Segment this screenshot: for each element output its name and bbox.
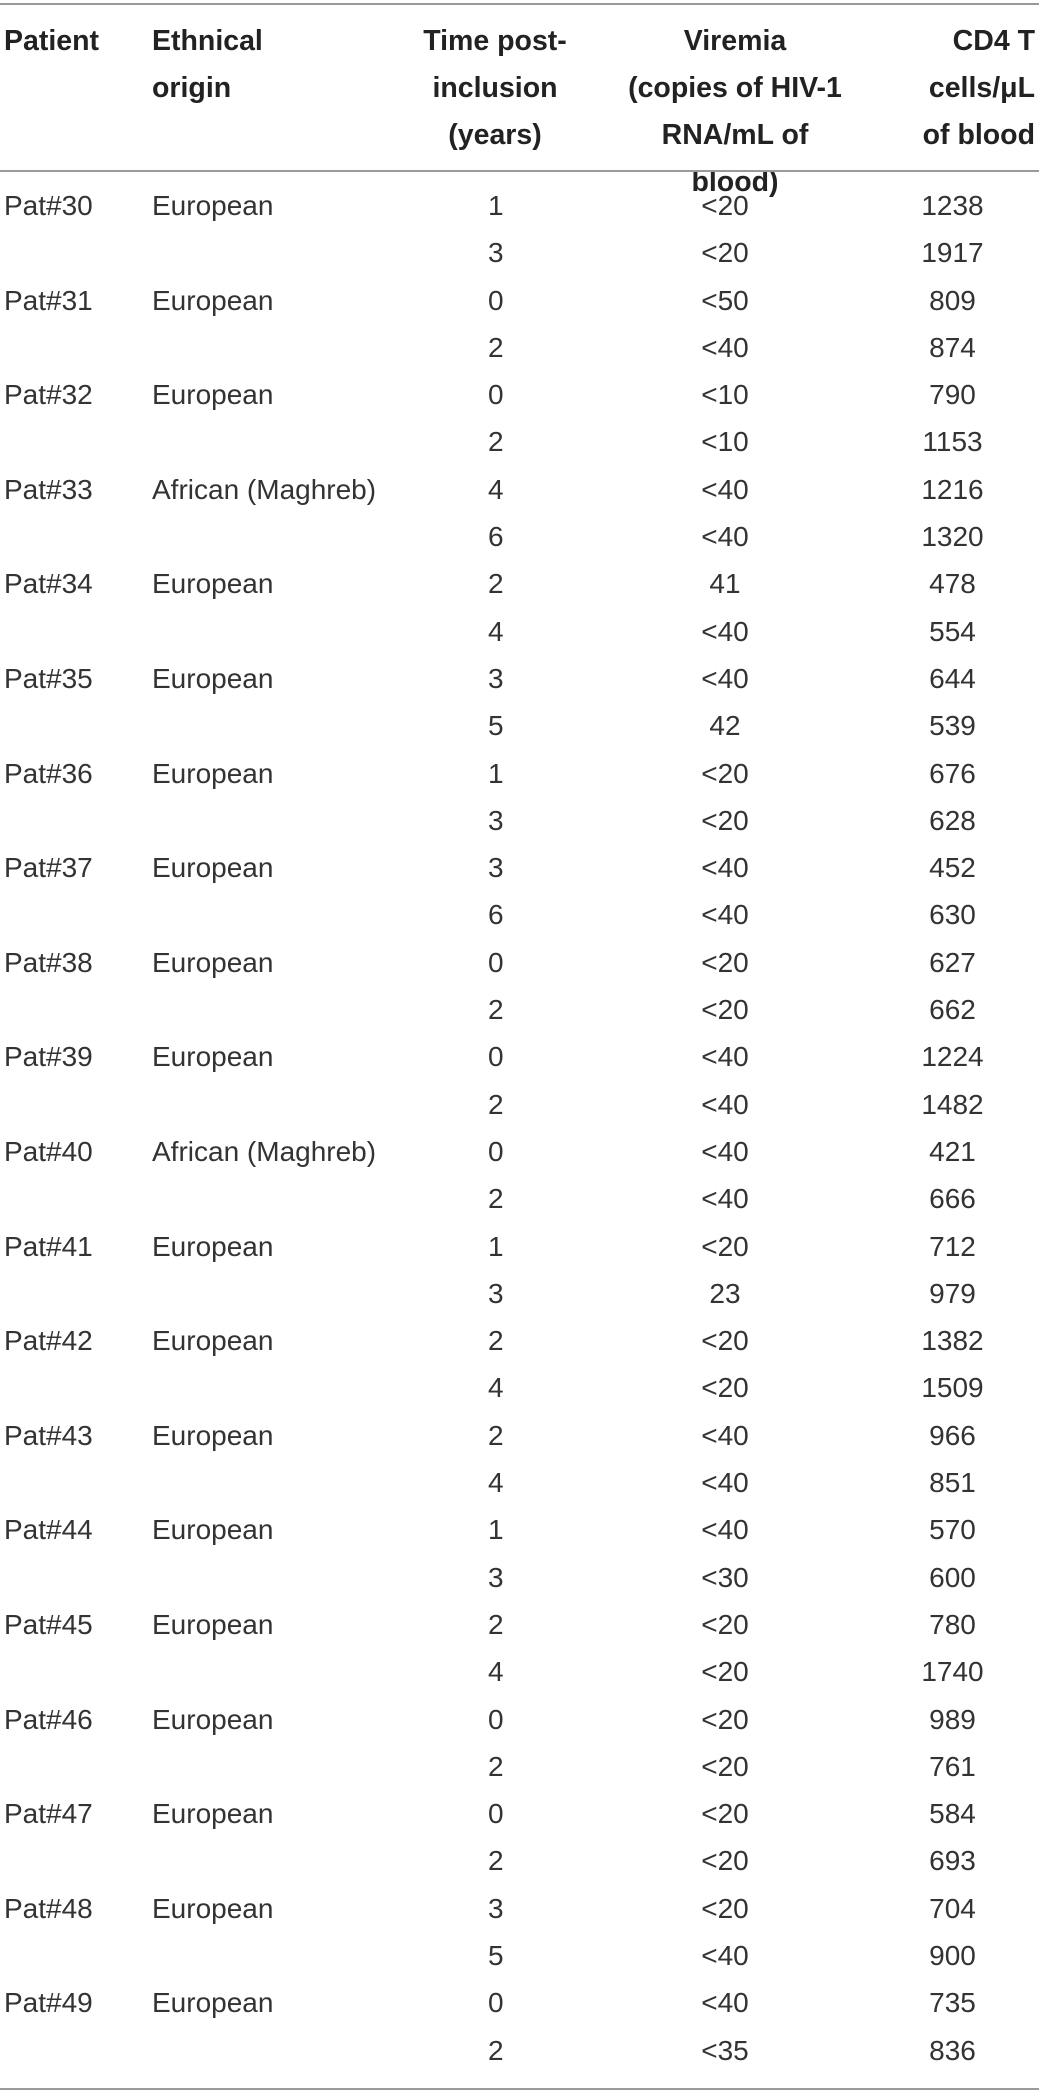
cell-viremia: <40 xyxy=(701,899,749,931)
cell-patient: Pat#41 xyxy=(4,1230,93,1262)
cell-time-post-inclusion: 2 xyxy=(488,1845,504,1877)
table-row xyxy=(0,1554,1039,1601)
header-line: cells/μL xyxy=(928,72,1035,104)
header-cd4 xyxy=(900,18,1035,159)
cell-ethnical-origin: European xyxy=(152,1514,274,1546)
cell-ethnical-origin: African (Maghreb) xyxy=(152,1135,377,1167)
cell-viremia: <20 xyxy=(701,946,749,978)
table-row xyxy=(0,891,1039,938)
table-row xyxy=(0,1837,1039,1884)
cell-time-post-inclusion: 3 xyxy=(488,1561,504,1593)
cell-time-post-inclusion: 0 xyxy=(488,284,504,316)
cell-viremia: <20 xyxy=(701,1608,749,1640)
table-row xyxy=(0,1885,1039,1932)
cell-cd4: 1238 xyxy=(921,190,984,221)
table-row xyxy=(0,1364,1039,1411)
cell-ethnical-origin: European xyxy=(152,662,274,694)
cell-time-post-inclusion: 3 xyxy=(488,1892,504,1924)
cell-time-post-inclusion: 0 xyxy=(488,1135,504,1167)
header-line: RNA/mL of blood) xyxy=(661,119,809,198)
table-row xyxy=(0,702,1039,749)
table-row xyxy=(0,1601,1039,1648)
cell-patient: Pat#47 xyxy=(4,1798,93,1830)
cell-ethnical-origin: European xyxy=(152,1608,274,1640)
cell-ethnical-origin: European xyxy=(152,946,274,978)
cell-time-post-inclusion: 1 xyxy=(488,1514,504,1546)
cell-time-post-inclusion: 3 xyxy=(488,237,504,269)
cell-patient: Pat#38 xyxy=(4,946,93,978)
cell-viremia: <50 xyxy=(701,284,749,316)
table-row xyxy=(0,1979,1039,2026)
cell-time-post-inclusion: 3 xyxy=(488,804,504,836)
table-row xyxy=(0,750,1039,797)
cell-viremia: <40 xyxy=(701,662,749,694)
cell-ethnical-origin: European xyxy=(152,1703,274,1735)
cell-viremia: <20 xyxy=(701,1325,749,1357)
table-row xyxy=(0,1648,1039,1695)
cell-patient: Pat#33 xyxy=(4,473,93,505)
cell-cd4: 666 xyxy=(929,1183,976,1215)
cell-cd4: 676 xyxy=(929,757,976,789)
table-row xyxy=(0,1790,1039,1837)
cell-cd4: 1320 xyxy=(921,521,984,553)
cell-cd4: 780 xyxy=(929,1608,976,1640)
cell-time-post-inclusion: 2 xyxy=(488,994,504,1026)
header-bottom-rule xyxy=(0,170,1039,172)
cell-cd4: 630 xyxy=(929,899,976,931)
cell-cd4: 554 xyxy=(929,615,976,647)
table-row xyxy=(0,1270,1039,1317)
cell-viremia: <40 xyxy=(701,1467,749,1499)
cell-viremia: <20 xyxy=(701,1703,749,1735)
cell-cd4: 900 xyxy=(929,1939,976,1971)
cell-cd4: 761 xyxy=(929,1750,976,1782)
cell-ethnical-origin: European xyxy=(152,1987,274,2019)
cell-cd4: 735 xyxy=(929,1987,976,2019)
cell-cd4: 644 xyxy=(929,662,976,694)
header-ethnical-origin xyxy=(152,18,402,112)
header-line: Patient xyxy=(4,25,100,57)
cell-time-post-inclusion: 4 xyxy=(488,1467,504,1499)
cell-cd4: 693 xyxy=(929,1845,976,1877)
cell-viremia: <40 xyxy=(701,331,749,363)
cell-cd4: 1216 xyxy=(921,473,984,505)
cell-viremia: <10 xyxy=(701,426,749,458)
cell-patient: Pat#35 xyxy=(4,662,93,694)
cell-viremia: <40 xyxy=(701,852,749,884)
cell-viremia: <20 xyxy=(701,190,749,221)
header-line: Time post- xyxy=(423,25,567,57)
cell-viremia: <40 xyxy=(701,1514,749,1546)
cell-time-post-inclusion: 4 xyxy=(488,615,504,647)
cell-time-post-inclusion: 4 xyxy=(488,1656,504,1688)
cell-time-post-inclusion: 1 xyxy=(488,190,504,221)
cell-time-post-inclusion: 6 xyxy=(488,899,504,931)
table-row xyxy=(0,1223,1039,1270)
cell-viremia: <40 xyxy=(701,1419,749,1451)
cell-ethnical-origin: European xyxy=(152,1892,274,1924)
cell-time-post-inclusion: 6 xyxy=(488,521,504,553)
cell-cd4: 478 xyxy=(929,568,976,600)
cell-cd4: 600 xyxy=(929,1561,976,1593)
table-bottom-rule xyxy=(0,2088,1039,2090)
header-line: Viremia xyxy=(683,25,787,57)
cell-viremia: <40 xyxy=(701,1987,749,2019)
table-row xyxy=(0,418,1039,465)
table-row xyxy=(0,844,1039,891)
cell-viremia: <20 xyxy=(701,1892,749,1924)
cell-time-post-inclusion: 2 xyxy=(488,1419,504,1451)
cell-time-post-inclusion: 2 xyxy=(488,426,504,458)
cell-cd4: 712 xyxy=(929,1230,976,1262)
cell-time-post-inclusion: 0 xyxy=(488,1987,504,2019)
table-row xyxy=(0,986,1039,1033)
cell-viremia: <40 xyxy=(701,473,749,505)
cell-patient: Pat#45 xyxy=(4,1608,93,1640)
table-row xyxy=(0,1743,1039,1790)
header-line: origin xyxy=(152,72,232,104)
cell-viremia: <20 xyxy=(701,804,749,836)
cell-patient: Pat#37 xyxy=(4,852,93,884)
table-row xyxy=(0,1128,1039,1175)
cell-time-post-inclusion: 0 xyxy=(488,1703,504,1735)
table-row xyxy=(0,277,1039,324)
table-row xyxy=(0,229,1039,276)
cell-cd4: 851 xyxy=(929,1467,976,1499)
cell-time-post-inclusion: 2 xyxy=(488,1608,504,1640)
cell-cd4: 1482 xyxy=(921,1088,984,1120)
table-row xyxy=(0,655,1039,702)
cell-cd4: 966 xyxy=(929,1419,976,1451)
cell-ethnical-origin: European xyxy=(152,379,274,411)
cell-time-post-inclusion: 5 xyxy=(488,1939,504,1971)
cell-ethnical-origin: European xyxy=(152,1325,274,1357)
cell-viremia: <40 xyxy=(701,1183,749,1215)
cell-cd4: 452 xyxy=(929,852,976,884)
cell-patient: Pat#34 xyxy=(4,568,93,600)
cell-viremia: <40 xyxy=(701,1135,749,1167)
header-viremia xyxy=(616,18,854,206)
header-time-post-inclusion xyxy=(410,18,580,159)
cell-viremia: <20 xyxy=(701,1656,749,1688)
table-row xyxy=(0,1033,1039,1080)
cell-time-post-inclusion: 3 xyxy=(488,852,504,884)
table-row xyxy=(0,939,1039,986)
cell-patient: Pat#44 xyxy=(4,1514,93,1546)
cell-viremia: <20 xyxy=(701,1230,749,1262)
cell-patient: Pat#46 xyxy=(4,1703,93,1735)
cell-viremia: <40 xyxy=(701,1041,749,1073)
cell-time-post-inclusion: 4 xyxy=(488,1372,504,1404)
cell-cd4: 989 xyxy=(929,1703,976,1735)
cell-time-post-inclusion: 2 xyxy=(488,2034,504,2066)
cell-cd4: 570 xyxy=(929,1514,976,1546)
cell-cd4: 1153 xyxy=(922,426,983,458)
cell-ethnical-origin: European xyxy=(152,757,274,789)
cell-time-post-inclusion: 3 xyxy=(488,662,504,694)
cell-time-post-inclusion: 0 xyxy=(488,1798,504,1830)
cell-viremia: 41 xyxy=(709,568,741,600)
cell-cd4: 809 xyxy=(929,284,976,316)
cell-ethnical-origin: African (Maghreb) xyxy=(152,473,377,505)
cell-cd4: 627 xyxy=(929,946,976,978)
cell-cd4: 1917 xyxy=(921,237,984,269)
cell-time-post-inclusion: 1 xyxy=(488,1230,504,1262)
table-row xyxy=(0,608,1039,655)
cell-cd4: 836 xyxy=(929,2034,976,2066)
cell-viremia: <40 xyxy=(701,521,749,553)
table-row xyxy=(0,182,1039,229)
cell-time-post-inclusion: 2 xyxy=(488,1325,504,1357)
table-row xyxy=(0,797,1039,844)
cell-viremia: <20 xyxy=(701,237,749,269)
cell-cd4: 704 xyxy=(929,1892,976,1924)
cell-viremia: 42 xyxy=(709,710,741,742)
header-line: CD4 T xyxy=(952,25,1035,57)
cell-time-post-inclusion: 0 xyxy=(488,946,504,978)
cell-ethnical-origin: European xyxy=(152,1230,274,1262)
table-row xyxy=(0,1696,1039,1743)
cell-cd4: 421 xyxy=(929,1135,976,1167)
cell-viremia: <40 xyxy=(701,1939,749,1971)
cell-time-post-inclusion: 0 xyxy=(488,1041,504,1073)
cell-cd4: 584 xyxy=(929,1798,976,1830)
cell-viremia: <20 xyxy=(701,1845,749,1877)
table-row xyxy=(0,466,1039,513)
table-row xyxy=(0,513,1039,560)
cell-viremia: <20 xyxy=(701,1750,749,1782)
cell-time-post-inclusion: 4 xyxy=(488,473,504,505)
cell-ethnical-origin: European xyxy=(152,568,274,600)
cell-time-post-inclusion: 1 xyxy=(488,757,504,789)
table-row xyxy=(0,324,1039,371)
cell-viremia: 23 xyxy=(709,1277,741,1309)
table-row xyxy=(0,560,1039,607)
cell-patient: Pat#43 xyxy=(4,1419,93,1451)
cell-time-post-inclusion: 2 xyxy=(488,331,504,363)
table-row xyxy=(0,1081,1039,1128)
cell-cd4: 539 xyxy=(929,710,976,742)
cell-patient: Pat#48 xyxy=(4,1892,93,1924)
cell-ethnical-origin: European xyxy=(152,190,274,221)
table-row xyxy=(0,1317,1039,1364)
cell-time-post-inclusion: 2 xyxy=(488,1088,504,1120)
table-body xyxy=(0,182,1039,2074)
cell-cd4: 790 xyxy=(929,379,976,411)
header-line: inclusion xyxy=(432,72,558,104)
cell-patient: Pat#49 xyxy=(4,1987,93,2019)
cell-time-post-inclusion: 3 xyxy=(488,1277,504,1309)
cell-cd4: 979 xyxy=(929,1277,976,1309)
table-row xyxy=(0,1932,1039,1979)
header-line: (years) xyxy=(448,119,542,151)
cell-patient: Pat#40 xyxy=(4,1135,93,1167)
cell-viremia: <35 xyxy=(701,2034,749,2066)
cell-ethnical-origin: European xyxy=(152,284,274,316)
cell-time-post-inclusion: 5 xyxy=(488,710,504,742)
cell-patient: Pat#39 xyxy=(4,1041,93,1073)
cell-time-post-inclusion: 0 xyxy=(488,379,504,411)
cell-cd4: 628 xyxy=(929,804,976,836)
cell-time-post-inclusion: 2 xyxy=(488,568,504,600)
table-top-rule xyxy=(0,3,1039,5)
table-row xyxy=(0,1459,1039,1506)
cell-time-post-inclusion: 2 xyxy=(488,1183,504,1215)
cell-ethnical-origin: European xyxy=(152,1798,274,1830)
table-row xyxy=(0,1412,1039,1459)
cell-viremia: <30 xyxy=(701,1561,749,1593)
header-line: of blood xyxy=(922,119,1035,151)
cell-time-post-inclusion: 2 xyxy=(488,1750,504,1782)
cell-patient: Pat#30 xyxy=(4,190,93,221)
cell-cd4: 662 xyxy=(929,994,976,1026)
table-row xyxy=(0,2027,1039,2074)
cell-cd4: 1382 xyxy=(921,1325,984,1357)
cell-ethnical-origin: European xyxy=(152,1419,274,1451)
cell-patient: Pat#32 xyxy=(4,379,93,411)
cell-patient: Pat#42 xyxy=(4,1325,93,1357)
table-row xyxy=(0,1175,1039,1222)
cell-cd4: 1740 xyxy=(921,1656,984,1688)
header-line: Ethnical xyxy=(152,25,263,57)
cell-viremia: <20 xyxy=(701,994,749,1026)
cell-viremia: <40 xyxy=(701,1088,749,1120)
cell-ethnical-origin: European xyxy=(152,852,274,884)
header-patient xyxy=(4,18,144,65)
table-row xyxy=(0,1506,1039,1553)
cell-viremia: <20 xyxy=(701,757,749,789)
cell-viremia: <20 xyxy=(701,1372,749,1404)
cell-patient: Pat#36 xyxy=(4,757,93,789)
table-row xyxy=(0,371,1039,418)
cell-ethnical-origin: European xyxy=(152,1041,274,1073)
cell-viremia: <10 xyxy=(701,379,749,411)
cell-viremia: <20 xyxy=(701,1798,749,1830)
cell-cd4: 1224 xyxy=(921,1041,984,1073)
cell-cd4: 1509 xyxy=(921,1372,984,1404)
cell-cd4: 874 xyxy=(929,331,976,363)
cell-viremia: <40 xyxy=(701,615,749,647)
header-line: (copies of HIV-1 xyxy=(628,72,842,104)
cell-patient: Pat#31 xyxy=(4,284,93,316)
